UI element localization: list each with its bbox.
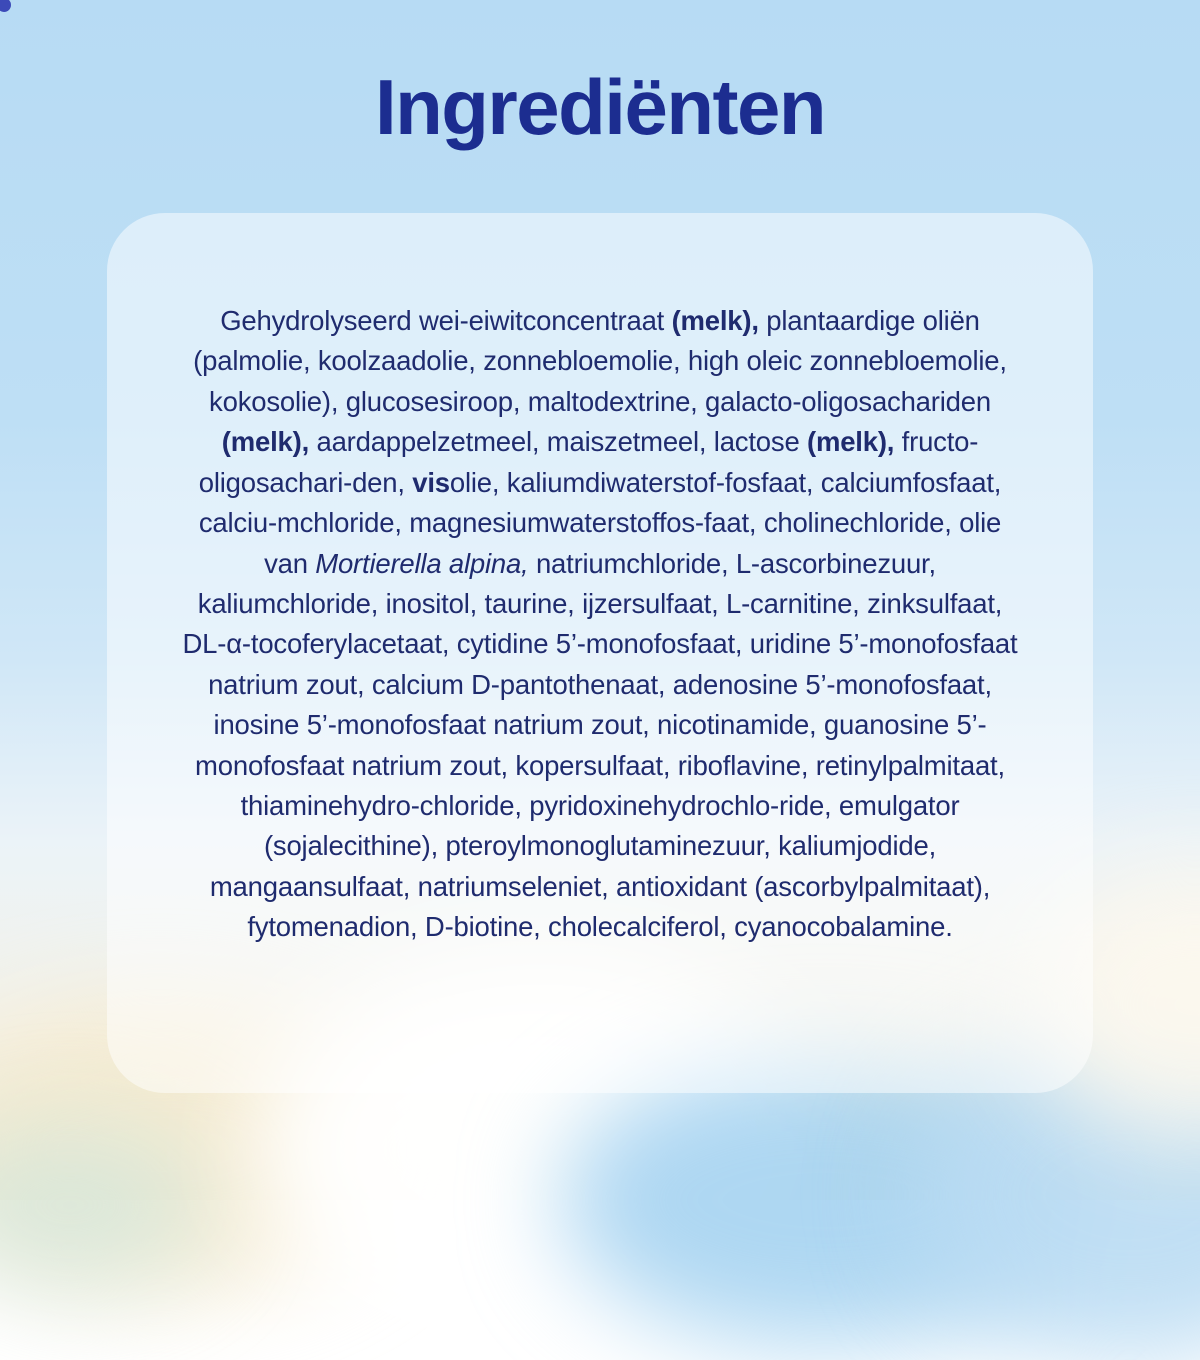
ingredient-segment: fructo-oligosachari-den, bbox=[198, 426, 979, 498]
ingredients-text bbox=[177, 301, 1023, 948]
ingredient-segment: natriumchloride, L-ascorbinezuur, kaliumchloride, inositol, taurine, ijzersulfaat, L-carnitine, zinksulfaat, DL-α-tocoferylacetaat, cytidine 5’-monofosfaat, uridine 5’-monofosfaat natrium zout, calcium D-pantothenaat, adenosine 5’-monofosfaat, inosine 5’-monofosfaat natrium zout, nicotinamide, guanosine 5’-monofosfaat natrium zout, kopersulfaat, riboflavine, retinylpalmitaat, thiaminehydro-chloride, pyridoxinehydrochlo-ride, emulgator (sojalecithine), pteroylmonoglutaminezuur, kaliumjodide, mangaansulfaat, natriumseleniet, antioxidant (ascorbylpalmitaat), fytomenadion, D-biotine, cholecalciferol, cyanocobalamine. bbox=[182, 547, 1018, 943]
ingredient-segment: olie, kaliumdiwaterstof-fosfaat, calciumfosfaat, calciu-mchloride, magnesiumwaterstoffos-faat, cholinechloride, olie van bbox=[198, 466, 1002, 579]
ingredient-segment: aardappelzetmeel, maiszetmeel, lactose bbox=[309, 426, 807, 458]
ingredients-card bbox=[107, 213, 1093, 1093]
ingredient-segment: plantaardige oliën (palmolie, koolzaadolie, zonnebloemolie, high oleic zonnebloemolie, kokosolie), glucosesiroop, maltodextrine, galacto-oligosachariden bbox=[193, 305, 1007, 417]
page-title: Ingrediënten bbox=[374, 63, 826, 151]
ingredient-segment: Gehydrolyseerd wei-eiwitconcentraat bbox=[220, 305, 672, 336]
ingredient-segment: (melk), bbox=[671, 305, 759, 336]
ingredient-segment: Mortierella alpina, bbox=[315, 547, 529, 579]
ingredient-segment: vis bbox=[412, 466, 450, 498]
ingredient-segment: (melk), bbox=[221, 426, 310, 458]
ingredient-segment: (melk), bbox=[806, 426, 895, 458]
